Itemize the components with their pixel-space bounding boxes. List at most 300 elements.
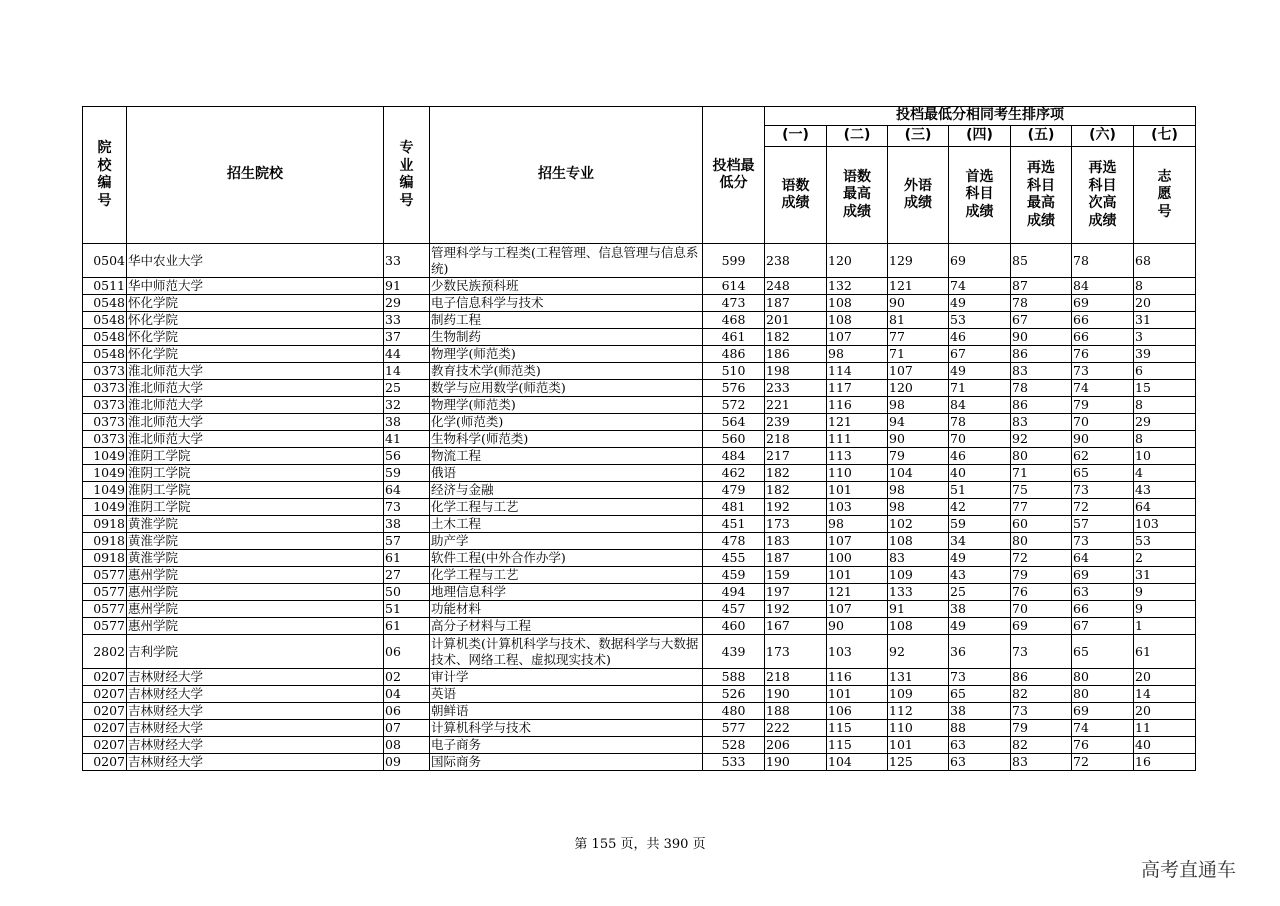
cell-s7: 16 xyxy=(1134,754,1196,771)
cell-s3: 121 xyxy=(888,278,949,295)
cell-s2: 107 xyxy=(827,533,888,550)
cell-s2: 115 xyxy=(827,737,888,754)
cell-s4: 59 xyxy=(949,516,1011,533)
cell-major-name: 数学与应用数学(师范类) xyxy=(430,380,703,397)
cell-s7: 20 xyxy=(1134,703,1196,720)
cell-s2: 114 xyxy=(827,363,888,380)
header-major-name: 招生专业 xyxy=(430,107,703,244)
cell-college-name: 华中农业大学 xyxy=(127,244,384,278)
cell-s3: 98 xyxy=(888,397,949,414)
cell-major-code: 29 xyxy=(384,295,430,312)
cell-major-name: 助产学 xyxy=(430,533,703,550)
cell-s1: 190 xyxy=(765,754,827,771)
cell-s3: 131 xyxy=(888,669,949,686)
cell-major-code: 41 xyxy=(384,431,430,448)
cell-s4: 25 xyxy=(949,584,1011,601)
cell-s6: 90 xyxy=(1072,431,1134,448)
cell-min-score: 473 xyxy=(703,295,765,312)
cell-s2: 117 xyxy=(827,380,888,397)
header-tiebreak-name-7: 志愿号 xyxy=(1134,147,1196,244)
cell-major-code: 06 xyxy=(384,635,430,669)
table-row xyxy=(83,618,1196,635)
cell-s1: 182 xyxy=(765,329,827,346)
cell-college-code: 1049 xyxy=(83,499,127,516)
admission-score-table xyxy=(82,106,1196,771)
cell-college-code: 0918 xyxy=(83,516,127,533)
cell-s7: 10 xyxy=(1134,448,1196,465)
table-row xyxy=(83,346,1196,363)
cell-s6: 74 xyxy=(1072,720,1134,737)
cell-major-code: 64 xyxy=(384,482,430,499)
table-row xyxy=(83,482,1196,499)
cell-s5: 85 xyxy=(1011,244,1072,278)
cell-s4: 40 xyxy=(949,465,1011,482)
cell-college-name: 淮北师范大学 xyxy=(127,363,384,380)
cell-major-name: 物流工程 xyxy=(430,448,703,465)
cell-s3: 120 xyxy=(888,380,949,397)
cell-s5: 80 xyxy=(1011,533,1072,550)
cell-college-code: 0577 xyxy=(83,618,127,635)
table-row xyxy=(83,380,1196,397)
cell-s7: 8 xyxy=(1134,397,1196,414)
table-row xyxy=(83,295,1196,312)
cell-college-name: 黄淮学院 xyxy=(127,516,384,533)
table-row xyxy=(83,278,1196,295)
cell-s1: 167 xyxy=(765,618,827,635)
watermark-brand: 高考直通车 xyxy=(1141,859,1237,881)
cell-s1: 173 xyxy=(765,516,827,533)
cell-min-score: 526 xyxy=(703,686,765,703)
cell-college-code: 0373 xyxy=(83,397,127,414)
cell-major-code: 33 xyxy=(384,244,430,278)
cell-s3: 102 xyxy=(888,516,949,533)
cell-major-name: 生物制药 xyxy=(430,329,703,346)
cell-s5: 83 xyxy=(1011,414,1072,431)
table-row xyxy=(83,431,1196,448)
cell-s2: 111 xyxy=(827,431,888,448)
cell-s3: 83 xyxy=(888,550,949,567)
cell-s1: 183 xyxy=(765,533,827,550)
table-row xyxy=(83,754,1196,771)
header-min-score: 投档最低分 xyxy=(703,107,765,244)
cell-major-name: 电子商务 xyxy=(430,737,703,754)
cell-s4: 88 xyxy=(949,720,1011,737)
cell-major-name: 电子信息科学与技术 xyxy=(430,295,703,312)
cell-college-code: 0504 xyxy=(83,244,127,278)
cell-s2: 98 xyxy=(827,346,888,363)
table-row xyxy=(83,737,1196,754)
table-row xyxy=(83,414,1196,431)
cell-s3: 81 xyxy=(888,312,949,329)
cell-major-name: 化学工程与工艺 xyxy=(430,567,703,584)
cell-college-name: 怀化学院 xyxy=(127,346,384,363)
cell-s1: 186 xyxy=(765,346,827,363)
cell-s6: 80 xyxy=(1072,686,1134,703)
cell-s5: 77 xyxy=(1011,499,1072,516)
table-row xyxy=(83,499,1196,516)
cell-s2: 104 xyxy=(827,754,888,771)
cell-s4: 67 xyxy=(949,346,1011,363)
cell-s5: 76 xyxy=(1011,584,1072,601)
cell-s4: 63 xyxy=(949,754,1011,771)
cell-min-score: 614 xyxy=(703,278,765,295)
cell-college-name: 淮阴工学院 xyxy=(127,499,384,516)
cell-college-name: 吉林财经大学 xyxy=(127,720,384,737)
cell-s7: 68 xyxy=(1134,244,1196,278)
cell-s4: 73 xyxy=(949,669,1011,686)
cell-s6: 72 xyxy=(1072,499,1134,516)
cell-s3: 129 xyxy=(888,244,949,278)
cell-s5: 90 xyxy=(1011,329,1072,346)
cell-min-score: 572 xyxy=(703,397,765,414)
cell-s7: 6 xyxy=(1134,363,1196,380)
cell-college-name: 怀化学院 xyxy=(127,312,384,329)
cell-s5: 79 xyxy=(1011,567,1072,584)
cell-major-name: 生物科学(师范类) xyxy=(430,431,703,448)
cell-s4: 46 xyxy=(949,448,1011,465)
cell-college-code: 0548 xyxy=(83,312,127,329)
table-row xyxy=(83,516,1196,533)
cell-major-name: 高分子材料与工程 xyxy=(430,618,703,635)
cell-s2: 115 xyxy=(827,720,888,737)
cell-major-name: 少数民族预科班 xyxy=(430,278,703,295)
cell-college-code: 0207 xyxy=(83,669,127,686)
header-tiebreak-name-3: 外语成绩 xyxy=(888,147,949,244)
header-tiebreak-num-4: (四) xyxy=(949,126,1011,147)
cell-min-score: 457 xyxy=(703,601,765,618)
cell-major-name: 计算机类(计算机科学与技术、数据科学与大数据技术、网络工程、虚拟现实技术) xyxy=(430,635,703,669)
cell-s5: 70 xyxy=(1011,601,1072,618)
cell-min-score: 494 xyxy=(703,584,765,601)
cell-s4: 49 xyxy=(949,618,1011,635)
cell-min-score: 481 xyxy=(703,499,765,516)
cell-s6: 73 xyxy=(1072,363,1134,380)
cell-s6: 78 xyxy=(1072,244,1134,278)
cell-s1: 233 xyxy=(765,380,827,397)
cell-s6: 69 xyxy=(1072,703,1134,720)
header-tiebreak-name-5: 再选科目最高成绩 xyxy=(1011,147,1072,244)
header-college-name: 招生院校 xyxy=(127,107,384,244)
cell-s3: 91 xyxy=(888,601,949,618)
cell-major-code: 04 xyxy=(384,686,430,703)
cell-s5: 79 xyxy=(1011,720,1072,737)
cell-s6: 76 xyxy=(1072,346,1134,363)
cell-min-score: 588 xyxy=(703,669,765,686)
cell-s5: 87 xyxy=(1011,278,1072,295)
cell-college-name: 淮阴工学院 xyxy=(127,465,384,482)
cell-min-score: 528 xyxy=(703,737,765,754)
cell-s7: 40 xyxy=(1134,737,1196,754)
cell-major-name: 化学工程与工艺 xyxy=(430,499,703,516)
cell-college-code: 0918 xyxy=(83,550,127,567)
cell-college-code: 1049 xyxy=(83,482,127,499)
cell-s7: 39 xyxy=(1134,346,1196,363)
cell-s3: 92 xyxy=(888,635,949,669)
cell-major-name: 英语 xyxy=(430,686,703,703)
cell-college-code: 0548 xyxy=(83,346,127,363)
cell-college-name: 黄淮学院 xyxy=(127,550,384,567)
cell-s1: 182 xyxy=(765,465,827,482)
cell-s4: 84 xyxy=(949,397,1011,414)
cell-s3: 107 xyxy=(888,363,949,380)
cell-s6: 69 xyxy=(1072,567,1134,584)
cell-s1: 173 xyxy=(765,635,827,669)
cell-s2: 106 xyxy=(827,703,888,720)
cell-s5: 83 xyxy=(1011,363,1072,380)
table-row xyxy=(83,686,1196,703)
cell-college-name: 华中师范大学 xyxy=(127,278,384,295)
table-row xyxy=(83,244,1196,278)
cell-min-score: 577 xyxy=(703,720,765,737)
cell-college-code: 2802 xyxy=(83,635,127,669)
page-footer: 第 155 页，共 390 页 xyxy=(574,837,706,852)
cell-s5: 83 xyxy=(1011,754,1072,771)
cell-s1: 198 xyxy=(765,363,827,380)
cell-college-code: 0577 xyxy=(83,584,127,601)
cell-s2: 108 xyxy=(827,312,888,329)
cell-major-code: 25 xyxy=(384,380,430,397)
table-row xyxy=(83,669,1196,686)
cell-s2: 110 xyxy=(827,465,888,482)
cell-s1: 248 xyxy=(765,278,827,295)
cell-major-name: 土木工程 xyxy=(430,516,703,533)
cell-college-code: 0373 xyxy=(83,380,127,397)
cell-s7: 31 xyxy=(1134,312,1196,329)
table-row xyxy=(83,584,1196,601)
cell-s6: 72 xyxy=(1072,754,1134,771)
cell-major-code: 61 xyxy=(384,618,430,635)
cell-s7: 20 xyxy=(1134,669,1196,686)
cell-s6: 76 xyxy=(1072,737,1134,754)
cell-s7: 61 xyxy=(1134,635,1196,669)
cell-s6: 70 xyxy=(1072,414,1134,431)
cell-s4: 49 xyxy=(949,550,1011,567)
cell-s1: 238 xyxy=(765,244,827,278)
cell-s3: 79 xyxy=(888,448,949,465)
cell-s2: 101 xyxy=(827,686,888,703)
cell-major-code: 33 xyxy=(384,312,430,329)
cell-s2: 107 xyxy=(827,329,888,346)
cell-s1: 182 xyxy=(765,482,827,499)
cell-s4: 42 xyxy=(949,499,1011,516)
cell-major-code: 07 xyxy=(384,720,430,737)
cell-major-code: 44 xyxy=(384,346,430,363)
cell-s1: 187 xyxy=(765,295,827,312)
header-tiebreak-num-1: (一) xyxy=(765,126,827,147)
cell-s6: 79 xyxy=(1072,397,1134,414)
cell-s1: 206 xyxy=(765,737,827,754)
cell-min-score: 480 xyxy=(703,703,765,720)
cell-college-name: 惠州学院 xyxy=(127,618,384,635)
table-row xyxy=(83,448,1196,465)
table-row xyxy=(83,312,1196,329)
cell-s1: 159 xyxy=(765,567,827,584)
cell-s6: 62 xyxy=(1072,448,1134,465)
cell-major-name: 俄语 xyxy=(430,465,703,482)
header-college-code: 院校编号 xyxy=(83,107,127,244)
cell-s2: 101 xyxy=(827,567,888,584)
cell-s1: 188 xyxy=(765,703,827,720)
cell-college-code: 0207 xyxy=(83,703,127,720)
table-row xyxy=(83,533,1196,550)
cell-min-score: 599 xyxy=(703,244,765,278)
cell-min-score: 459 xyxy=(703,567,765,584)
cell-major-name: 功能材料 xyxy=(430,601,703,618)
cell-college-code: 0207 xyxy=(83,737,127,754)
cell-major-code: 27 xyxy=(384,567,430,584)
cell-s1: 218 xyxy=(765,669,827,686)
cell-s1: 218 xyxy=(765,431,827,448)
cell-college-name: 吉林财经大学 xyxy=(127,686,384,703)
cell-s4: 36 xyxy=(949,635,1011,669)
cell-major-code: 51 xyxy=(384,601,430,618)
cell-college-code: 1049 xyxy=(83,465,127,482)
cell-college-code: 0577 xyxy=(83,601,127,618)
cell-s4: 53 xyxy=(949,312,1011,329)
cell-s6: 66 xyxy=(1072,601,1134,618)
cell-min-score: 564 xyxy=(703,414,765,431)
cell-s7: 1 xyxy=(1134,618,1196,635)
cell-s6: 66 xyxy=(1072,312,1134,329)
cell-s2: 121 xyxy=(827,414,888,431)
cell-min-score: 460 xyxy=(703,618,765,635)
cell-s5: 86 xyxy=(1011,397,1072,414)
cell-s3: 125 xyxy=(888,754,949,771)
cell-s5: 86 xyxy=(1011,669,1072,686)
cell-s1: 201 xyxy=(765,312,827,329)
cell-major-name: 物理学(师范类) xyxy=(430,397,703,414)
cell-s3: 98 xyxy=(888,482,949,499)
cell-major-name: 审计学 xyxy=(430,669,703,686)
cell-s7: 20 xyxy=(1134,295,1196,312)
cell-college-code: 1049 xyxy=(83,448,127,465)
cell-college-code: 0207 xyxy=(83,686,127,703)
cell-s2: 103 xyxy=(827,635,888,669)
cell-s7: 103 xyxy=(1134,516,1196,533)
cell-college-name: 吉林财经大学 xyxy=(127,737,384,754)
cell-s1: 190 xyxy=(765,686,827,703)
cell-s2: 120 xyxy=(827,244,888,278)
cell-s3: 94 xyxy=(888,414,949,431)
cell-college-code: 0548 xyxy=(83,295,127,312)
cell-min-score: 478 xyxy=(703,533,765,550)
cell-college-name: 淮阴工学院 xyxy=(127,448,384,465)
cell-s6: 65 xyxy=(1072,635,1134,669)
cell-major-name: 制药工程 xyxy=(430,312,703,329)
cell-s5: 73 xyxy=(1011,703,1072,720)
cell-major-name: 管理科学与工程类(工程管理、信息管理与信息系统) xyxy=(430,244,703,278)
cell-min-score: 533 xyxy=(703,754,765,771)
cell-s7: 29 xyxy=(1134,414,1196,431)
cell-college-code: 0548 xyxy=(83,329,127,346)
cell-s5: 67 xyxy=(1011,312,1072,329)
cell-college-name: 吉利学院 xyxy=(127,635,384,669)
cell-s2: 101 xyxy=(827,482,888,499)
cell-major-name: 教育技术学(师范类) xyxy=(430,363,703,380)
cell-s3: 98 xyxy=(888,499,949,516)
cell-s5: 82 xyxy=(1011,737,1072,754)
cell-s2: 116 xyxy=(827,397,888,414)
cell-s2: 132 xyxy=(827,278,888,295)
cell-s3: 90 xyxy=(888,295,949,312)
table-row xyxy=(83,465,1196,482)
cell-college-code: 0207 xyxy=(83,754,127,771)
cell-s5: 60 xyxy=(1011,516,1072,533)
cell-s3: 71 xyxy=(888,346,949,363)
cell-s3: 109 xyxy=(888,686,949,703)
cell-college-code: 0577 xyxy=(83,567,127,584)
cell-major-code: 02 xyxy=(384,669,430,686)
cell-s5: 69 xyxy=(1011,618,1072,635)
cell-s5: 82 xyxy=(1011,686,1072,703)
cell-college-name: 淮北师范大学 xyxy=(127,380,384,397)
table-row xyxy=(83,635,1196,669)
cell-s7: 8 xyxy=(1134,431,1196,448)
cell-s7: 43 xyxy=(1134,482,1196,499)
cell-s3: 77 xyxy=(888,329,949,346)
cell-s1: 192 xyxy=(765,499,827,516)
cell-s6: 73 xyxy=(1072,482,1134,499)
cell-s1: 221 xyxy=(765,397,827,414)
cell-min-score: 484 xyxy=(703,448,765,465)
cell-s5: 86 xyxy=(1011,346,1072,363)
cell-major-name: 朝鲜语 xyxy=(430,703,703,720)
cell-college-name: 惠州学院 xyxy=(127,584,384,601)
cell-s7: 31 xyxy=(1134,567,1196,584)
cell-college-code: 0373 xyxy=(83,431,127,448)
header-tiebreak-name-6: 再选科目次高成绩 xyxy=(1072,147,1134,244)
cell-s4: 78 xyxy=(949,414,1011,431)
cell-s6: 64 xyxy=(1072,550,1134,567)
cell-major-code: 61 xyxy=(384,550,430,567)
cell-college-code: 0918 xyxy=(83,533,127,550)
cell-min-score: 439 xyxy=(703,635,765,669)
cell-s2: 116 xyxy=(827,669,888,686)
cell-s3: 90 xyxy=(888,431,949,448)
cell-s4: 38 xyxy=(949,703,1011,720)
cell-major-name: 地理信息科学 xyxy=(430,584,703,601)
cell-s5: 73 xyxy=(1011,635,1072,669)
cell-s7: 8 xyxy=(1134,278,1196,295)
cell-major-name: 国际商务 xyxy=(430,754,703,771)
cell-major-code: 09 xyxy=(384,754,430,771)
cell-s3: 101 xyxy=(888,737,949,754)
cell-major-code: 08 xyxy=(384,737,430,754)
cell-college-code: 0207 xyxy=(83,720,127,737)
cell-s6: 57 xyxy=(1072,516,1134,533)
header-tiebreak-title: 投档最低分相同考生排序项 xyxy=(765,107,1196,126)
cell-s1: 197 xyxy=(765,584,827,601)
cell-college-name: 吉林财经大学 xyxy=(127,703,384,720)
cell-major-code: 73 xyxy=(384,499,430,516)
cell-major-code: 57 xyxy=(384,533,430,550)
cell-college-code: 0373 xyxy=(83,414,127,431)
cell-s7: 11 xyxy=(1134,720,1196,737)
header-tiebreak-name-2: 语数最高成绩 xyxy=(827,147,888,244)
cell-min-score: 451 xyxy=(703,516,765,533)
cell-s6: 84 xyxy=(1072,278,1134,295)
cell-s4: 49 xyxy=(949,295,1011,312)
header-tiebreak-num-7: (七) xyxy=(1134,126,1196,147)
cell-min-score: 468 xyxy=(703,312,765,329)
table-row xyxy=(83,703,1196,720)
cell-s5: 72 xyxy=(1011,550,1072,567)
cell-min-score: 461 xyxy=(703,329,765,346)
cell-s6: 65 xyxy=(1072,465,1134,482)
cell-s1: 217 xyxy=(765,448,827,465)
cell-s5: 92 xyxy=(1011,431,1072,448)
cell-major-code: 32 xyxy=(384,397,430,414)
